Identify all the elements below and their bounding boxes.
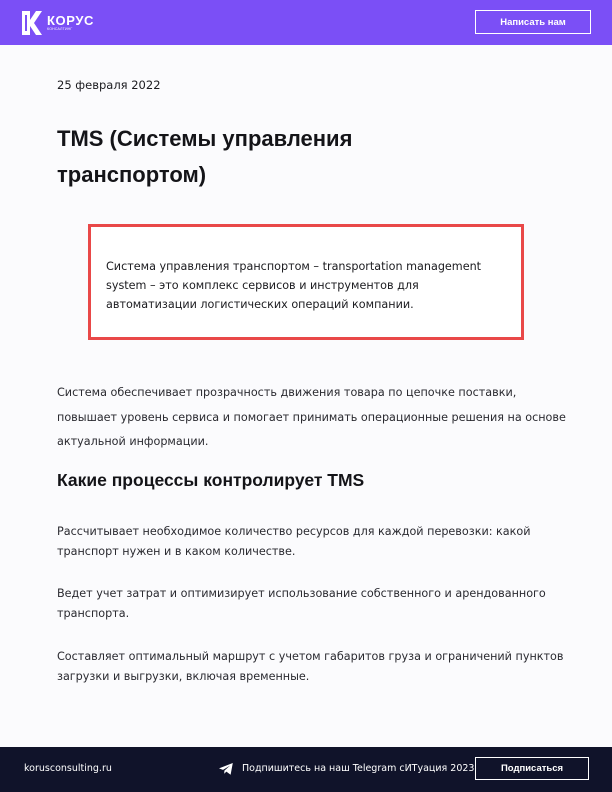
intro-paragraph: Система обеспечивает прозрачность движения товара по цепочке поставки, повышает уровень сервиса и помогает принимать операционные решения на основе актуальной информации. bbox=[57, 386, 566, 448]
top-bar bbox=[0, 0, 612, 45]
process-item: Рассчитывает необходимое количество ресурсов для каждой перевозки: какой транспорт нужен и в каком количестве. bbox=[57, 525, 531, 558]
definition-callout bbox=[88, 224, 524, 340]
footer-bar bbox=[0, 747, 612, 792]
logo-text bbox=[47, 14, 94, 32]
publish-date: 25 февраля 2022 bbox=[57, 78, 161, 92]
site-link[interactable]: korusconsulting.ru bbox=[24, 763, 112, 774]
process-item: Составляет оптимальный маршрут с учетом габаритов груза и ограничений пунктов загрузки и выгрузки, включая временные. bbox=[57, 650, 564, 683]
subscribe-button[interactable]: Подписаться bbox=[475, 757, 589, 780]
section-heading: Какие процессы контролирует TMS bbox=[57, 470, 365, 490]
logo-subtitle: КОНСАЛТИНГ bbox=[47, 27, 73, 31]
write-to-us-button[interactable]: Написать нам bbox=[475, 10, 591, 34]
telegram-promo-text[interactable]: Подпишитесь на наш Telegram сИТуация 2023 bbox=[242, 763, 475, 774]
process-item: Ведет учет затрат и оптимизирует использование собственного и арендованного транспорта. bbox=[57, 587, 546, 620]
korus-logo-icon bbox=[22, 11, 42, 35]
logo-name: КОРУС bbox=[47, 13, 95, 28]
page-title: TMS (Системы управления транспортом) bbox=[57, 126, 353, 187]
korus-logo[interactable] bbox=[22, 10, 94, 36]
telegram-icon[interactable] bbox=[218, 761, 234, 777]
callout-text: Система управления транспортом – transportation management system – это комплекс сервисов и инструментов для автоматизации логистических операций компании. bbox=[106, 260, 482, 311]
